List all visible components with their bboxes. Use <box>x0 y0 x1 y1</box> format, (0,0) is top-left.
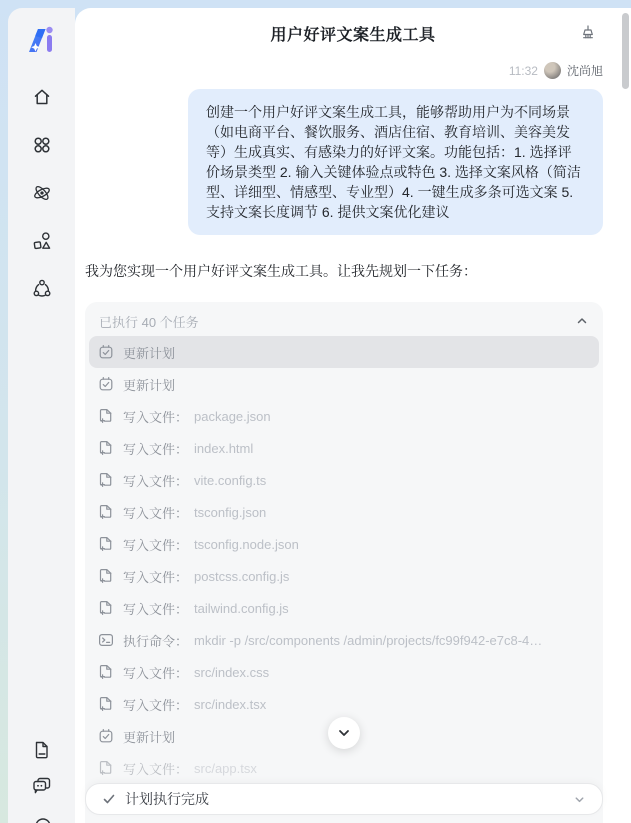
task-label: 写入文件： <box>123 697 189 713</box>
task-row[interactable] <box>89 560 599 592</box>
file-plus-icon <box>98 440 114 456</box>
task-panel-title: 已执行 40 个任务 <box>99 314 199 330</box>
task-value: mkdir -p /src/components /admin/projects/fc99f942-e7c8-4… <box>194 632 543 648</box>
file-plus-icon <box>98 408 114 424</box>
task-value: vite.config.ts <box>194 472 267 488</box>
components-icon[interactable] <box>31 230 53 252</box>
task-label: 写入文件： <box>123 761 189 777</box>
check-icon <box>102 792 116 806</box>
app-logo[interactable] <box>24 22 60 58</box>
task-value: src/app.tsx <box>194 760 257 776</box>
explore-icon[interactable] <box>31 182 53 204</box>
file-plus-icon <box>98 600 114 616</box>
task-label: 写入文件： <box>123 537 189 553</box>
task-label: 更新计划 <box>123 377 176 393</box>
task-label: 写入文件： <box>123 441 189 457</box>
task-row[interactable] <box>89 464 599 496</box>
task-panel-header[interactable] <box>89 306 599 336</box>
file-plus-icon <box>98 472 114 488</box>
scroll-to-bottom-button[interactable] <box>328 717 360 749</box>
sidebar <box>8 8 75 823</box>
task-value: tsconfig.json <box>194 504 267 520</box>
timestamp: 11:32 <box>508 63 538 78</box>
document-icon[interactable] <box>31 739 53 761</box>
community-icon[interactable] <box>31 278 53 300</box>
profile-icon[interactable] <box>32 811 52 823</box>
task-value: package.json <box>194 408 271 424</box>
user-avatar <box>544 62 561 79</box>
plan-check-icon <box>98 376 114 392</box>
task-label: 写入文件： <box>123 601 189 617</box>
assistant-intro: 我为您实现一个用户好评文案生成工具。让我先规划一下任务： <box>85 263 477 279</box>
broom-icon[interactable] <box>579 24 597 42</box>
task-label: 更新计划 <box>123 345 176 361</box>
task-label: 写入文件： <box>123 569 189 585</box>
file-plus-icon <box>98 760 114 776</box>
task-row[interactable] <box>89 368 599 400</box>
message-meta <box>75 58 631 89</box>
task-value: src/index.tsx <box>194 696 267 712</box>
task-label: 更新计划 <box>123 729 176 745</box>
task-label: 执行命令： <box>123 633 189 649</box>
task-label: 写入文件： <box>123 665 189 681</box>
task-row[interactable] <box>89 496 599 528</box>
plan-status-bar[interactable] <box>85 783 603 815</box>
terminal-icon <box>98 632 114 648</box>
home-icon[interactable] <box>31 86 53 108</box>
file-plus-icon <box>98 664 114 680</box>
chat-icon[interactable] <box>31 775 53 797</box>
plan-check-icon <box>98 728 114 744</box>
task-value: postcss.config.js <box>194 568 290 584</box>
file-plus-icon <box>98 568 114 584</box>
page-title: 用户好评文案生成工具 <box>270 26 436 44</box>
file-plus-icon <box>98 696 114 712</box>
task-row[interactable] <box>89 528 599 560</box>
task-row[interactable] <box>89 400 599 432</box>
task-row[interactable] <box>89 688 599 720</box>
file-plus-icon <box>98 536 114 552</box>
plan-check-icon <box>98 344 114 360</box>
task-row[interactable] <box>89 624 599 656</box>
task-value: tsconfig.node.json <box>194 536 299 552</box>
scrollbar-thumb[interactable] <box>622 13 629 89</box>
apps-icon[interactable] <box>31 134 53 156</box>
task-value: tailwind.config.js <box>194 600 289 616</box>
task-label: 写入文件： <box>123 505 189 521</box>
card-header <box>75 8 631 58</box>
task-row[interactable] <box>89 656 599 688</box>
main-panel <box>75 8 631 823</box>
task-row[interactable] <box>89 752 599 784</box>
plan-status-text: 计划执行完成 <box>125 791 209 807</box>
user-message-bubble: 创建一个用户好评文案生成工具，能够帮助用户为不同场景（如电商平台、餐饮服务、酒店住宿、教育培训、美容美发等）生成真实、有感染力的好评文案。功能包括：1. 选择评价场景类型 2. 输入关键体验点或特色 3. 选择文案风格（简洁型、详细型、情感型、专业型）4. 一键生成多条可选文案 5. 支持文案长度调节 6. 提供文案优化建议 <box>188 89 603 235</box>
file-plus-icon <box>98 504 114 520</box>
task-row[interactable] <box>89 336 599 368</box>
task-value: index.html <box>194 440 254 456</box>
task-label: 写入文件： <box>123 473 189 489</box>
user-name: 沈尚旭 <box>566 64 603 78</box>
task-row[interactable] <box>89 432 599 464</box>
task-value: src/index.css <box>194 664 270 680</box>
chevron-up-icon <box>575 314 589 328</box>
chevron-down-icon <box>336 725 352 741</box>
chevron-down-icon <box>573 793 586 806</box>
task-label: 写入文件： <box>123 409 189 425</box>
task-row[interactable] <box>89 592 599 624</box>
